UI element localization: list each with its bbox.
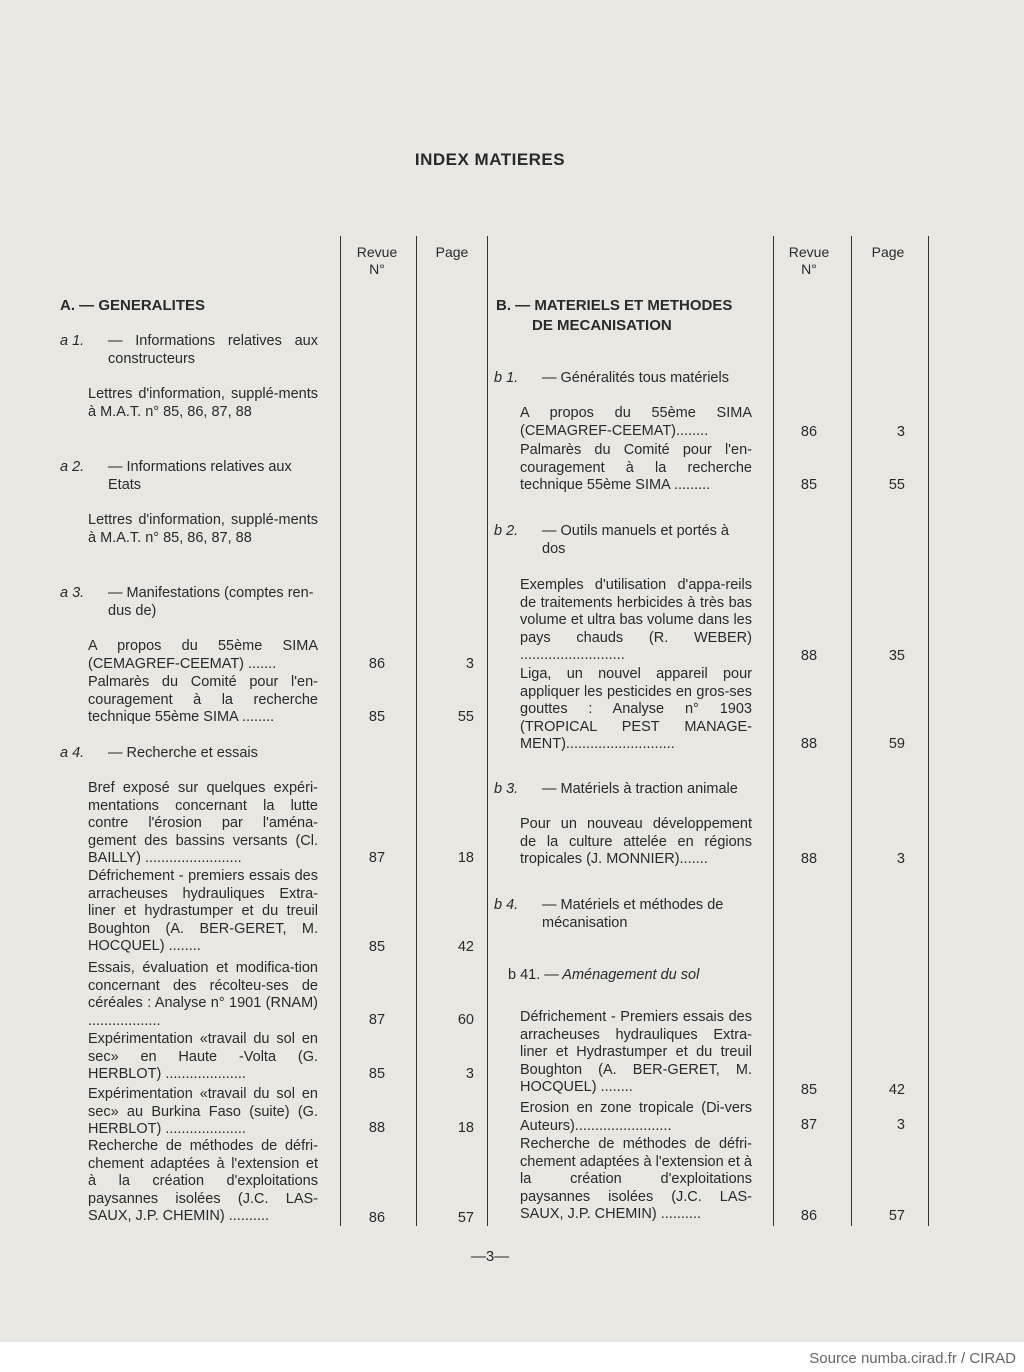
section-a-heading: A. — GENERALITES	[60, 297, 206, 314]
page-number: 60	[457, 1012, 474, 1028]
revue-number: 86	[800, 424, 818, 440]
entry-text: Recherche de méthodes de défri-chement adaptées à l'extension et à la création d'exploitations paysannes isolées (J.C. LAS-SAUX, J.P. CHEMIN) ..........	[520, 1136, 752, 1223]
subsection-a1	[60, 332, 318, 368]
page-number: 42	[888, 1082, 905, 1098]
page-number: 3	[465, 1066, 474, 1082]
column-rule-center	[487, 236, 488, 1226]
subsection-b2	[494, 522, 750, 558]
subsection-label: — Informations relatives aux constructeurs	[108, 333, 318, 367]
revue-number: 87	[368, 850, 386, 866]
revue-number: 88	[368, 1120, 386, 1136]
subsection-b41	[508, 966, 764, 984]
subsection-code: b 2.	[494, 523, 519, 539]
page-number: 3	[896, 1117, 905, 1133]
entry-text: Défrichement - premiers essais des arracheuses hydrauliques Extra-liner et hydrastumper et du treuil Boughton (A. BER-GERET, M. HOCQUEL) ........	[88, 868, 318, 955]
revue-number: 87	[800, 1117, 818, 1133]
revue-number: 88	[800, 648, 818, 664]
entry-text: Recherche de méthodes de défri-chement adaptées à l'extension et à la création d'exploitations paysannes isolées (J.C. LAS-SAUX, J.P. CHEMIN) ..........	[88, 1138, 318, 1225]
page-footer-number: —3—	[470, 1248, 510, 1265]
subsection-code: b 41.	[508, 967, 541, 983]
subsection-code: a 2.	[60, 459, 85, 475]
entry-text: Expérimentation «travail du sol en sec» au Burkina Faso (suite) (G. HERBLOT) ....................	[88, 1086, 318, 1138]
page-number: 18	[457, 850, 474, 866]
entry-text: Exemples d'utilisation d'appa-reils de traitements herbicides à très bas volume et ultra bas volume dans les pays chauds (R. WEBER) ..........................	[520, 577, 752, 664]
page-number: 55	[888, 477, 905, 493]
subsection-label: — Généralités tous matériels	[542, 370, 729, 386]
entry-text: A propos du 55ème SIMA (CEMAGREF-CEEMAT)........	[520, 405, 752, 439]
entry-text: Essais, évaluation et modifica-tion concernant des récolteu-ses de céréales : Analyse n° 1901 (RNAM) ..................	[88, 960, 318, 1029]
subsection-label: — Matériels et méthodes de mécanisation	[542, 897, 724, 931]
revue-number: 88	[800, 851, 818, 867]
subsection-label: — Manifestations (comptes ren-dus de)	[108, 585, 314, 619]
column-rule-right-3	[928, 236, 929, 1226]
page-number: 59	[888, 736, 905, 752]
column-rule-left-1	[340, 236, 341, 1226]
subsection-label: — Outils manuels et portés à dos	[542, 523, 729, 557]
section-b-heading-line1: B. — MATERIELS ET METHODES	[496, 297, 733, 314]
revue-number: 85	[368, 939, 386, 955]
entry-text: Liga, un nouvel appareil pour appliquer les pesticides en gros-ses gouttes : Analyse n° 1903 (TROPICAL PEST MANAGE-MENT)...........................	[520, 666, 752, 753]
entry-text: Pour un nouveau développement de la culture attelée en régions tropicales (J. MONNIER).......	[520, 816, 752, 868]
revue-header-left: Revue N°	[356, 244, 398, 277]
subsection-code: b 3.	[494, 781, 519, 797]
page-number: 57	[888, 1208, 905, 1224]
subsection-code: a 1.	[60, 333, 85, 349]
page-number: 3	[896, 851, 905, 867]
entry-text: Lettres d'information, supplé-ments à M.A.T. n° 85, 86, 87, 88	[88, 512, 318, 546]
page-number: 57	[457, 1210, 474, 1226]
revue-number: 85	[368, 709, 386, 725]
page-number: 35	[888, 648, 905, 664]
subsection-label: — Informations relatives aux Etats	[108, 459, 292, 493]
column-rule-left-2	[416, 236, 417, 1226]
page-header-right: Page	[871, 244, 905, 260]
revue-number: 85	[800, 477, 818, 493]
entry-text: Lettres d'information, supplé-ments à M.A.T. n° 85, 86, 87, 88	[88, 386, 318, 420]
subsection-code: b 1.	[494, 370, 519, 386]
subsection-label: — Matériels à traction animale	[542, 781, 738, 797]
page-number: 3	[896, 424, 905, 440]
entry-text: Erosion en zone tropicale (Di-vers Auteurs)........................	[520, 1100, 752, 1134]
subsection-code: a 3.	[60, 585, 85, 601]
revue-number: 85	[368, 1066, 386, 1082]
entry-text: Défrichement - Premiers essais des arracheuses hydrauliques Extra-liner et Hydrastumper et du treuil Boughton (A. BER-GERET, M. HOCQUEL) ........	[520, 1009, 752, 1096]
subsection-code: b 4.	[494, 897, 519, 913]
subsection-label: — Aménagement du sol	[544, 967, 700, 983]
page-number: 42	[457, 939, 474, 955]
page-number: 55	[457, 709, 474, 725]
revue-number: 86	[800, 1208, 818, 1224]
page-number: 18	[457, 1120, 474, 1136]
subsection-b1	[494, 369, 750, 387]
page-header-left: Page	[435, 244, 469, 260]
subsection-b4	[494, 896, 750, 932]
subsection-a3	[60, 584, 318, 620]
subsection-label: — Recherche et essais	[108, 745, 258, 761]
page-title: INDEX MATIERES	[414, 150, 566, 169]
revue-number: 86	[368, 1210, 386, 1226]
section-b-heading-line2: DE MECANISATION	[532, 317, 672, 334]
revue-header-right: Revue N°	[788, 244, 830, 277]
entry-text: Expérimentation «travail du sol en sec» en Haute -Volta (G. HERBLOT) ....................	[88, 1031, 318, 1083]
source-credit: Source numba.cirad.fr / CIRAD	[809, 1350, 1016, 1367]
section-b-heading	[496, 296, 766, 336]
column-rule-right-2	[851, 236, 852, 1226]
entry-text: Palmarès du Comité pour l'en-couragement à la recherche technique 55ème SIMA .........	[520, 442, 752, 494]
entry-text: A propos du 55ème SIMA (CEMAGREF-CEEMAT) .......	[88, 638, 318, 672]
entry-text: Bref exposé sur quelques expéri-mentations concernant la lutte contre l'érosion par l'aména-gement des bassins versants (Cl. BAILLY) ........................	[88, 780, 318, 867]
subsection-a4	[60, 744, 318, 762]
column-rule-right-1	[773, 236, 774, 1226]
page-number: 3	[465, 656, 474, 672]
subsection-code: a 4.	[60, 745, 85, 761]
revue-number: 86	[368, 656, 386, 672]
revue-number: 88	[800, 736, 818, 752]
subsection-a2	[60, 458, 318, 494]
entry-text: Palmarès du Comité pour l'en-couragement à la recherche technique 55ème SIMA ........	[88, 674, 318, 726]
subsection-b3	[494, 780, 750, 798]
revue-number: 87	[368, 1012, 386, 1028]
revue-number: 85	[800, 1082, 818, 1098]
